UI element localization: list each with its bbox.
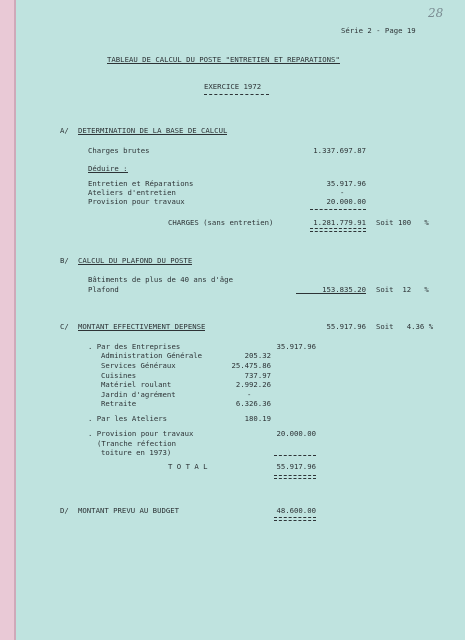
exercise-underline (204, 94, 269, 95)
spent-value: 55.917.96 (326, 322, 366, 331)
section-c-heading: MONTANT EFFECTIVEMENT DEPENSE (78, 322, 206, 331)
handwritten-page-number: 28 (428, 6, 444, 20)
provision-note: toiture en 1973) (101, 448, 172, 457)
expense-item-label: Jardin d'agrément (101, 390, 176, 399)
buildings-label: Bâtiments de plus de 40 ans d'âge (88, 275, 233, 284)
section-c-letter: C/ (60, 322, 69, 331)
expense-item-label: Retraite (101, 399, 137, 408)
grand-total-value: 55.917.96 (276, 462, 316, 471)
section-b-heading: CALCUL DU PLAFOND DU POSTE (78, 256, 193, 265)
ceiling-value: 153.835.20 (296, 286, 366, 294)
total-double-rule (274, 517, 316, 521)
total-double-rule (274, 475, 316, 479)
page-title: TABLEAU DE CALCUL DU POSTE "ENTRETIEN ET REPARATIONS" (107, 55, 340, 64)
expense-item-value: 737.97 (244, 371, 271, 380)
provision-value: 20.000.00 (276, 429, 316, 438)
exercise-title: EXERCICE 1972 (204, 82, 262, 91)
deduction-label: Entretien et Réparations (88, 179, 194, 188)
entreprises-label: . Par des Entreprises (88, 342, 181, 351)
section-d-letter: D/ (60, 506, 69, 515)
grand-total-label: T O T A L (168, 462, 208, 471)
section-b-letter: B/ (60, 256, 69, 265)
subtotal-rule (310, 209, 366, 210)
provision-note: (Tranche réfection (97, 439, 177, 448)
page-header: Série 2 - Page 19 (341, 26, 416, 35)
expense-item-value: - (247, 390, 252, 399)
expense-item-value: 6.326.36 (235, 399, 271, 408)
charges-total-label: CHARGES (sans entretien) (168, 218, 274, 227)
subtotal-rule (274, 455, 316, 456)
page-binding-strip (0, 0, 14, 640)
deduction-value: 35.917.96 (326, 179, 366, 188)
spent-percent: Soit 4.36 % (376, 322, 434, 331)
expense-item-value: 2.992.26 (235, 380, 271, 389)
expense-item-label: Matériel roulant (101, 380, 172, 389)
deduction-label: Provision pour travaux (88, 197, 185, 206)
expense-item-label: Cuisines (101, 371, 137, 380)
section-a-letter: A/ (60, 126, 69, 135)
page-edge (14, 0, 16, 640)
section-a-heading: DETERMINATION DE LA BASE DE CALCUL (78, 126, 228, 135)
charges-total-value: 1.281.779.91 (313, 218, 366, 227)
charges-total-percent: Soit 100 % (376, 218, 429, 227)
ceiling-percent: Soit 12 % (376, 285, 429, 294)
deduction-label: Ateliers d'entretien (88, 188, 176, 197)
total-double-rule (310, 228, 366, 232)
deduction-value: 20.000.00 (326, 197, 366, 206)
budget-value: 48.600.00 (276, 506, 316, 515)
expense-item-label: Services Généraux (101, 361, 176, 370)
expense-item-label: Administration Générale (101, 351, 203, 360)
expense-item-value: 25.475.86 (231, 361, 271, 370)
provision-label: . Provision pour travaux (88, 429, 194, 438)
deduction-value: - (340, 188, 345, 197)
deduct-label: Déduire : (88, 164, 128, 173)
expense-item-value: 205.32 (244, 351, 271, 360)
ateliers-value: 180.19 (244, 414, 271, 423)
section-d-heading: MONTANT PREVU AU BUDGET (78, 506, 180, 515)
gross-charges-value: 1.337.697.87 (313, 146, 366, 155)
gross-charges-label: Charges brutes (88, 146, 150, 155)
ateliers-label: . Par les Ateliers (88, 414, 168, 423)
document-sheet (14, 0, 465, 640)
entreprises-total: 35.917.96 (276, 342, 316, 351)
ceiling-label: Plafond (88, 285, 119, 294)
